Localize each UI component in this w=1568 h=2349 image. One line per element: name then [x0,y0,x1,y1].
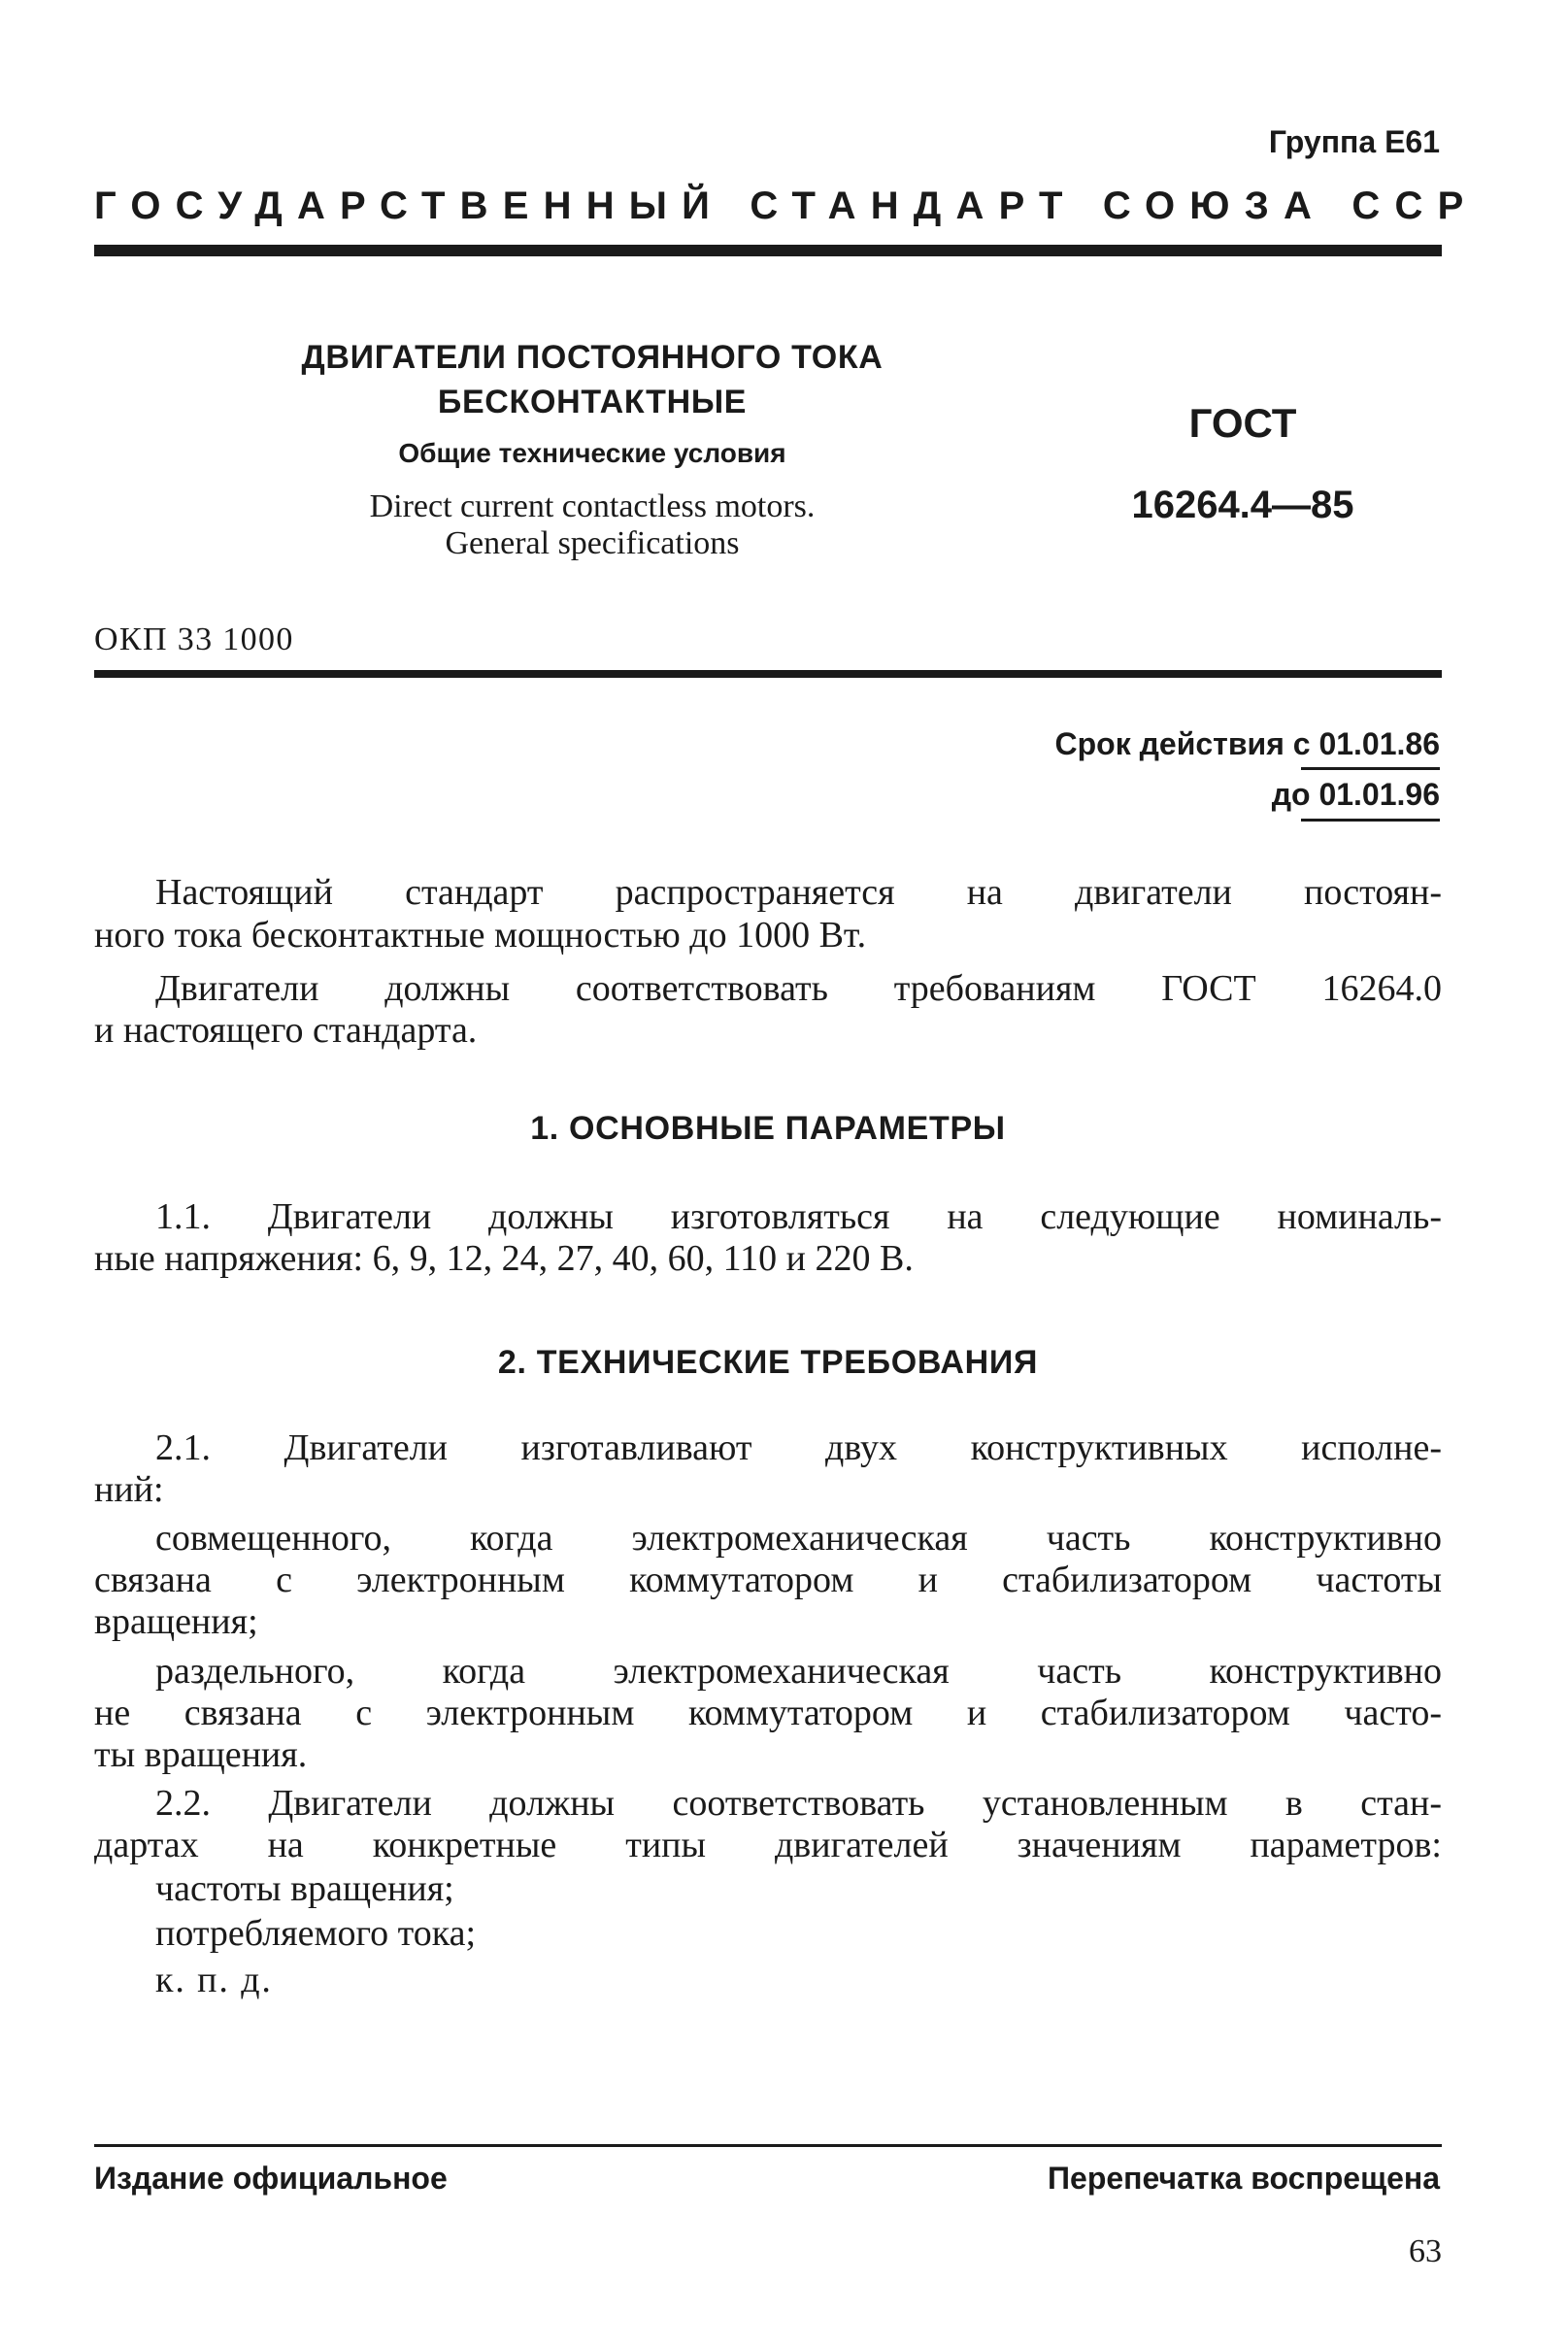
gost-number: 16264.4—85 [1131,484,1354,526]
title-line-1: ДВИГАТЕЛИ ПОСТОЯННОГО ТОКА [301,339,884,376]
section-2-p21-line-1: 2.1. Двигатели изготавливают двух конструктивных исполне- [155,1427,1442,1468]
section-2-heading: 2. ТЕХНИЧЕСКИЕ ТРЕБОВАНИЯ [497,1344,1039,1381]
section-2-a-line-3: вращения; [94,1601,258,1642]
group-code: Группа Е61 [1268,124,1440,159]
title-english-2: General specifications [445,525,740,561]
intro-p2-line-1: Двигатели должны соответствовать требованиям ГОСТ 16264.0 [155,968,1442,1009]
section-2-p21-line-2: ний: [94,1469,164,1510]
title-block [233,335,951,562]
section-1-p1-line-2: ные напряжения: 6, 9, 12, 24, 27, 40, 60, 110 и 220 В. [94,1238,914,1279]
section-2-item-3: к. п. д. [155,1960,273,2000]
footer-rule [94,2144,1442,2147]
section-2-b-line-1: раздельного, когда электромеханическая часть конструктивно [155,1651,1442,1692]
validity-rule-2 [1301,819,1440,822]
gost-label: ГОСТ [1188,400,1297,446]
section-2-b-line-3: ты вращения. [94,1734,308,1775]
intro-p1-line-2: ного тока бесконтактные мощностью до 1000 Вт. [94,915,867,956]
standard-banner: ГОСУДАРСТВЕННЫЙ СТАНДАРТ СОЮЗА ССР [94,185,1479,227]
okp-rule [94,670,1442,678]
section-2-p22-line-2: дартах на конкретные типы двигателей значениям параметров: [94,1825,1442,1865]
footer-reprint-prohibited: Перепечатка воспрещена [1048,2161,1440,2196]
validity-to: до 01.01.96 [1271,777,1440,812]
section-1-p1-line-1: 1.1. Двигатели должны изготовляться на следующие номиналь- [155,1196,1442,1237]
section-2-a-line-1: совмещенного, когда электромеханическая часть конструктивно [155,1518,1442,1559]
banner-rule [94,245,1442,256]
validity-from: Срок действия с 01.01.86 [1054,726,1440,761]
title-line-2: БЕСКОНТАКТНЫЕ [437,384,748,420]
section-2-a-line-2: связана с электронным коммутатором и стабилизатором частоты [94,1560,1442,1600]
intro-p2-line-2: и настоящего стандарта. [94,1010,478,1051]
title-subtitle: Общие технические условия [398,438,786,468]
page-number: 63 [1409,2233,1442,2269]
section-2-item-1: частоты вращения; [155,1868,454,1909]
section-2-item-2: потребляемого тока; [155,1913,477,1954]
footer-official-edition: Издание официальное [94,2161,448,2196]
section-1-heading: 1. ОСНОВНЫЕ ПАРАМЕТРЫ [530,1110,1006,1147]
title-english-1: Direct current contactless motors. [369,488,816,524]
validity-rule-1 [1301,767,1440,770]
section-2-p22-line-1: 2.2. Двигатели должны соответствовать установленным в стан- [155,1783,1442,1824]
okp-code: ОКП 33 1000 [94,621,294,657]
gost-designation [1087,396,1398,532]
intro-p1-line-1: Настоящий стандарт распространяется на двигатели постоян- [155,872,1442,913]
section-2-b-line-2: не связана с электронным коммутатором и стабилизатором часто- [94,1693,1442,1733]
